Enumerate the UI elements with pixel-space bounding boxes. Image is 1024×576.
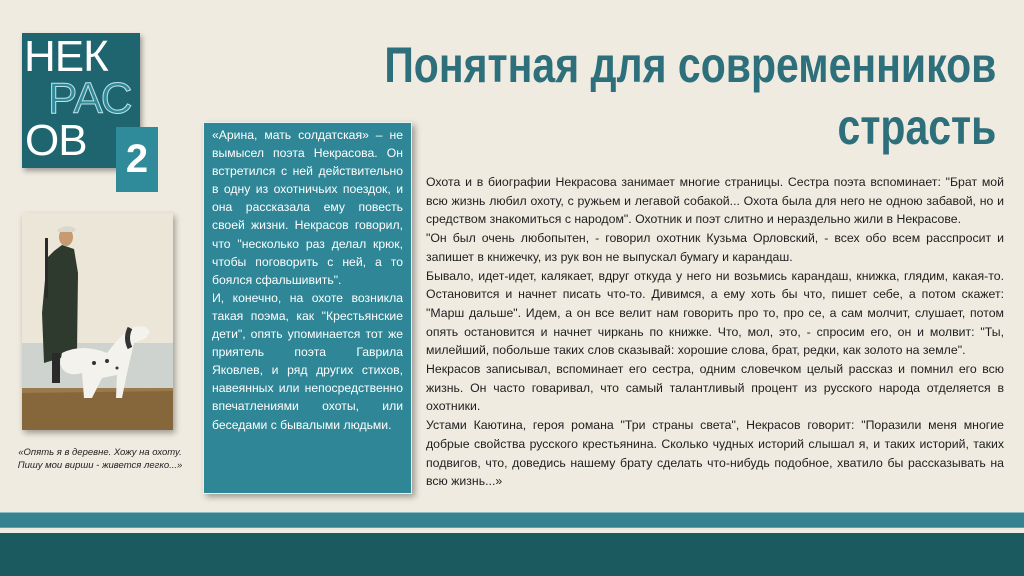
slide-number-badge: 2 [116, 127, 158, 192]
slide-title [384, 34, 996, 158]
logo-line-2: РАС [48, 74, 132, 123]
sidebox-paragraph: И, конечно, на охоте возникла такая поэма, как "Крестьянские дети", опять упоминается тот же приятель поэта Гаврила Яковлев, и ряд других стихов, навеянных или непосредственно впечатлениями охоты, или беседами с бывалыми людьми. [212, 290, 403, 432]
portrait-caption: «Опять я в деревне. Хожу на охоту. Пишу мои вирши - живется легко...» [17, 447, 183, 471]
main-paragraph: "Он был очень любопытен, - говорил охотник Кузьма Орловский, - всех обо всем расспросит и запишет в книжечку, из рук вон не выпускал бумагу и карандаш. [426, 231, 1004, 264]
main-paragraph: Охота и в биографии Некрасова занимает многие страницы. Сестра поэта вспоминает: "Брат мой всю жизнь любил охоту, с ружьем и легавой собакой... Охота была для него не одною забавой, но и средством знакомиться с народом". Охотник и поэт слитно и нераздельно жили в Некрасове. [426, 175, 1004, 227]
main-paragraph: Некрасов записывал, вспоминает его сестра, одним словечком целый рассказ и помнил его всю жизнь. Он часто говаривал, что самый талантливый процент из русского народа отделяется в охотники. [426, 362, 1004, 414]
main-paragraph: Устами Каютина, героя романа "Три страны света", Некрасов говорит: "Поразили меня многие добрые свойства русского крестьянина. Сколько чудных историй слышал я, и таких историй, таких подвигов, что, доведись нашему брату сделать что-нибудь подобное, хватило бы рассказывать на всю жизнь...» [426, 418, 1004, 489]
main-paragraph: Бывало, идет-идет, калякает, вдруг откуда у него ни возьмись карандаш, книжка, глядим, какая-то. Остановится и начнет писать что-то. Дивимся, а ему хоть бы что, пишет себе, а потом скажет: "Марш дальше". Идем, а он все велит нам говорить про то, про се, а сам молчит, слушает, потом опять остановится и начнет чиркань по книжке. Что, мол, это, - спросим его, он и молвит: "Ты, милейший, побольше таких слов сказывай: хорошие слова, брат, редки, как золото на земле". [426, 268, 1004, 358]
footer-band [0, 533, 1024, 576]
main-text [426, 173, 1004, 491]
sidebox-paragraph: «Арина, мать солдатская» – не вымысел поэта Некрасова. Он встретился с ней действительно в одну из охотничьих поездок, и она рассказала ему повесть своей жизни. Некрасов говорил, что "несколько раз делал крюк, чтобы поговорить с ней, а то боялся сфальшивить". [212, 128, 403, 287]
hunter-with-dog-illustration [22, 213, 173, 430]
decorative-stripe [0, 512, 1024, 528]
logo-line-1: НЕК [24, 32, 108, 81]
title-line-2: страсть [837, 99, 996, 155]
logo-line-3: ОВ [25, 116, 87, 165]
sidebar-text-box [203, 122, 412, 494]
title-line-1: Понятная для современников [383, 37, 996, 93]
